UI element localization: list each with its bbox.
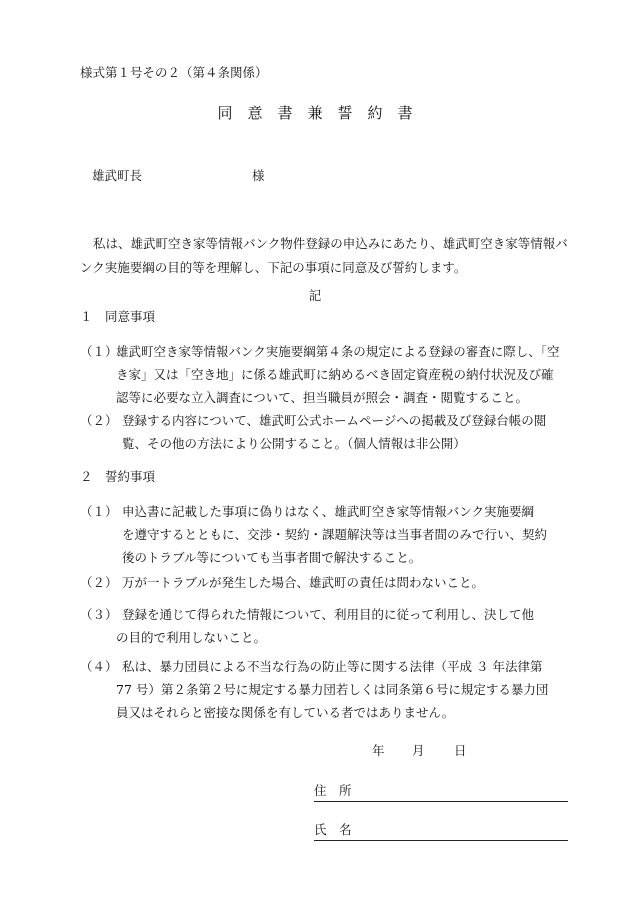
item-line: 77 号）第２条第２号に規定する暴力団若しくは同条第６号に規定する暴力団 [116, 682, 549, 697]
item-number: （２） [80, 413, 118, 428]
pledge-item-3 [80, 603, 574, 649]
item-line: 私は、暴力団員による不当な行為の防止等に関する法律（平成 ３ 年法律第 [122, 659, 543, 674]
item-line: 員又はそれらと密接な関係を有している者ではありません。 [116, 705, 455, 720]
item-line: の目的で利用しないこと。 [116, 630, 267, 645]
name-field[interactable] [314, 822, 568, 841]
pledge-item-2 [80, 571, 574, 594]
intro-paragraph: 私は、雄武町空き家等情報バンク物件登録の申込みにあたり、雄武町空き家等情報バンク実施要綱の目的等を理解し、下記の事項に同意及び誓約します。 [80, 236, 568, 275]
item-line: 認等に必要な立入調査について、担当職員が照会・調査・閲覧すること。 [116, 390, 529, 405]
item-line: 申込書に記載した事項に偽りはなく、雄武町空き家等情報バンク実施要綱 [122, 504, 535, 519]
item-line: 登録する内容について、雄武町公式ホームページへの掲載及び登録台帳の閲 [122, 413, 547, 428]
item-line: 万が一トラブルが発生した場合、雄武町の責任は問わないこと。 [122, 575, 485, 590]
item-number: （３） [80, 607, 118, 622]
consent-item-2 [80, 409, 574, 455]
item-line: 覧、その他の方法により公開すること。（個人情報は非公開） [122, 436, 466, 451]
document-title: 同 意 書 兼 誓 約 書 [217, 104, 413, 122]
consent-item-1 [80, 340, 574, 409]
recipient-honorific: 様 [252, 168, 265, 183]
item-number: （２） [80, 575, 118, 590]
item-number: （１） [80, 344, 118, 359]
item-line: 登録を通じて得られた情報について、利用目的に従って利用し、決して他 [122, 607, 535, 622]
date-year: 年 [372, 743, 385, 758]
item-line: き家」又は「空き地」に係る雄武町に納めるべき固定資産税の納付状況及び確 [116, 367, 554, 382]
pledge-item-4 [80, 655, 574, 724]
recipient [92, 168, 265, 183]
date-day: 日 [454, 743, 467, 758]
item-line: 後のトラブル等についても当事者間で解決すること。 [122, 550, 422, 565]
item-line: を遵守するとともに、交渉・契約・課題解決等は当事者間のみで行い、契約 [122, 527, 548, 542]
address-label: 住 所 [314, 783, 352, 798]
item-number: （４） [80, 659, 118, 674]
address-field[interactable] [314, 783, 568, 802]
name-label: 氏 名 [314, 822, 352, 837]
date-month: 月 [412, 743, 425, 758]
pledge-heading: ２ 誓約事項 [80, 469, 156, 484]
item-number: （１） [80, 504, 118, 519]
pledge-item-1 [80, 500, 574, 569]
ki-marker: 記 [308, 288, 322, 303]
item-line: 雄武町空き家等情報バンク実施要綱第４条の規定による登録の審査に際し、「空 [116, 344, 560, 359]
form-number-label: 様式第１号その２（第４条関係） [80, 65, 268, 80]
consent-heading: １ 同意事項 [80, 309, 156, 324]
recipient-name: 雄武町長 [92, 168, 143, 183]
